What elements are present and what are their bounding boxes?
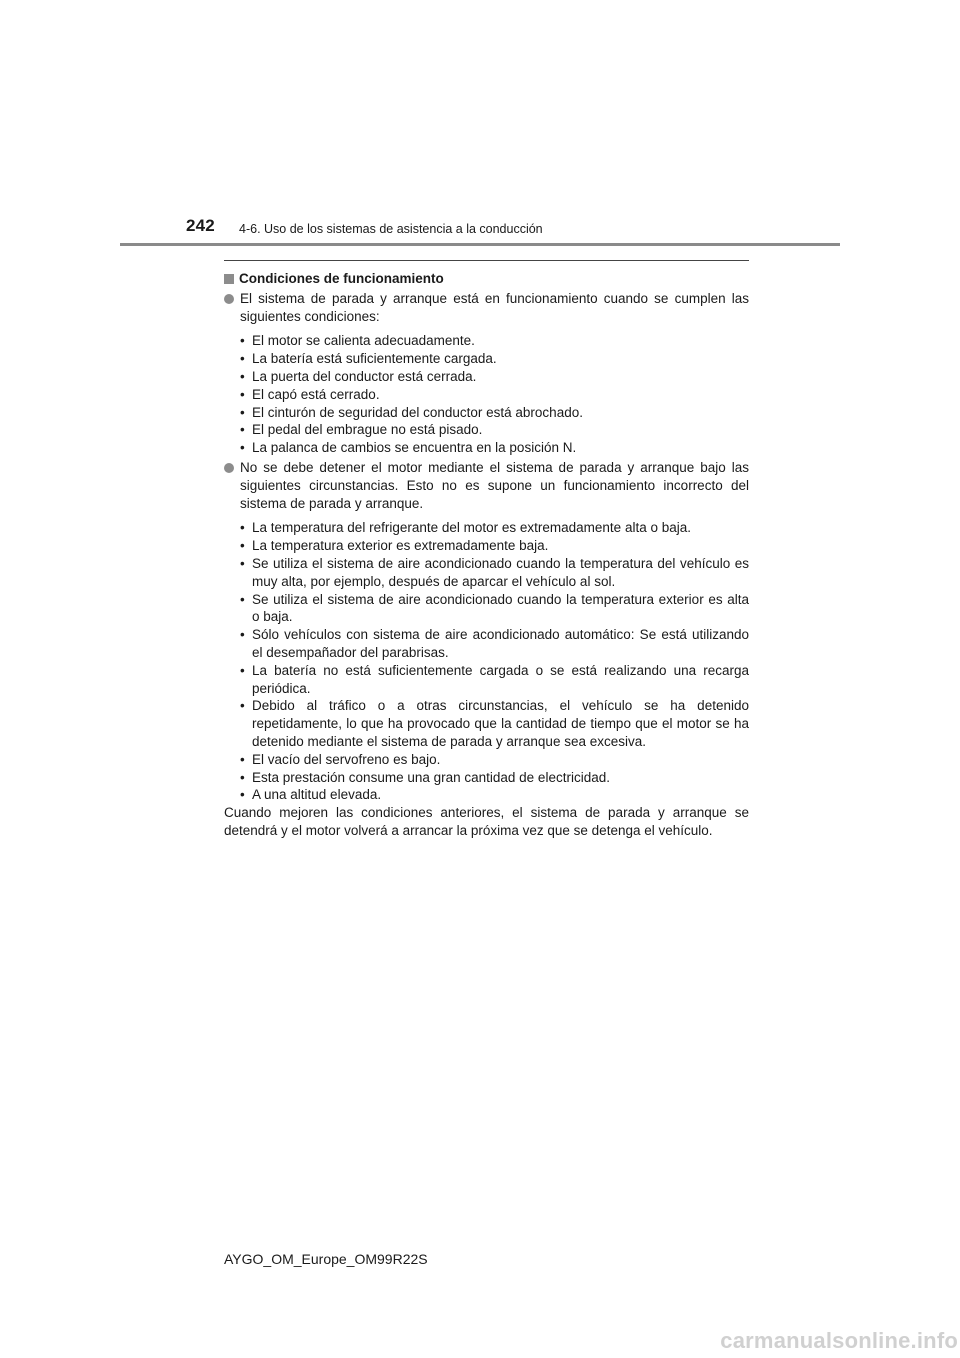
list-item [240,350,749,368]
list-item-text: Esta prestación consume una gran cantidad de electricidad. [252,769,610,785]
bullet-dot-icon: • [240,769,245,785]
bullet-dot-icon: • [240,698,245,714]
list-item-text: A una altitud elevada. [252,787,382,803]
square-bullet-icon [224,274,234,284]
list-item-text: Sólo vehículos con sistema de aire acondicionado automático: Se está utilizando el desempañador del parabrisas. [252,627,749,660]
list-item-text: El vacío del servofreno es bajo. [252,751,441,767]
list-item [240,591,749,627]
list-item [240,368,749,386]
list-item [240,555,749,591]
circle-bullet-icon [224,294,234,304]
list-item [240,404,749,422]
list-item [240,386,749,404]
list-item-text: La puerta del conductor está cerrada. [252,368,477,384]
list-item [240,697,749,750]
list-item [240,537,749,555]
paragraph-text: El sistema de parada y arranque está en funcionamiento cuando se cumplen las siguientes condiciones: [240,290,749,324]
list-item-text: Se utiliza el sistema de aire acondicionado cuando la temperatura del vehículo es muy alta, por ejemplo, después de aparcar el vehículo al sol. [252,555,749,589]
bullet-dot-icon: • [240,333,245,349]
paragraph-text: No se debe detener el motor mediante el sistema de parada y arranque bajo las siguientes circunstancias. Esto no es supone un funcionamiento incorrecto del sistema de parada y arranque. [240,459,749,511]
bullet-dot-icon: • [240,591,245,607]
list-item [240,519,749,537]
bullet-dot-icon: • [240,555,245,571]
list-item-text: Se utiliza el sistema de aire acondicionado cuando la temperatura exterior es alta o baja. [252,591,749,625]
list-item-text: La palanca de cambios se encuentra en la posición N. [252,440,577,456]
list-item [240,439,749,457]
bullet-dot-icon: • [240,538,245,554]
section-title: 4-6. Uso de los sistemas de asistencia a la conducción [239,222,543,236]
section-heading [224,270,749,288]
bullet-dot-icon: • [240,440,245,456]
bullet-dot-icon: • [240,386,245,402]
list-item-text: La temperatura exterior es extremadamente baja. [252,538,549,554]
bullet-dot-icon: • [240,520,245,536]
circumstances-paragraph [224,459,749,512]
watermark: carmanualsonline.info [720,1328,958,1353]
bullet-dot-icon: • [240,751,245,767]
content-rule [224,260,749,261]
list-item-text: El capó está cerrado. [252,386,380,402]
bullet-dot-icon: • [240,404,245,420]
bullet-dot-icon: • [240,787,245,803]
bullet-dot-icon: • [240,627,245,643]
list-item-text: La batería está suficientemente cargada. [252,351,497,367]
list-item [240,662,749,698]
list-item-text: El cinturón de seguridad del conductor está abrochado. [252,404,583,420]
header-rule [120,243,840,246]
list-item [240,786,749,804]
section-heading-text: Condiciones de funcionamiento [239,271,444,286]
bullet-dot-icon: • [240,422,245,438]
conditions-list [224,332,749,457]
content-body [224,270,749,840]
list-item-text: Debido al tráfico o a otras circunstancias, el vehículo se ha detenido repetidamente, lo que ha provocado que la cantidad de tiempo que el motor se ha detenido mediante el sistema de parada y arranque sea excesiva. [252,698,749,749]
circumstances-list [224,519,749,804]
page-number: 242 [186,216,215,235]
list-item [240,751,749,769]
list-item-text: La batería no está suficientemente cargada o se está realizando una recarga periódica. [252,662,749,696]
list-item-text: El motor se calienta adecuadamente. [252,333,475,349]
operating-conditions-paragraph [224,290,749,326]
bullet-dot-icon: • [240,662,245,678]
closing-paragraph: Cuando mejoren las condiciones anteriores, el sistema de parada y arranque se detendrá y el motor volverá a arrancar la próxima vez que se detenga el vehículo. [224,805,749,838]
list-item-text: La temperatura del refrigerante del motor es extremadamente alta o baja. [252,520,691,536]
list-item [240,421,749,439]
bullet-dot-icon: • [240,368,245,384]
bullet-dot-icon: • [240,351,245,367]
list-item [240,626,749,662]
document-code: AYGO_OM_Europe_OM99R22S [224,1251,428,1267]
circle-bullet-icon [224,463,234,473]
list-item [240,769,749,787]
list-item [240,332,749,350]
list-item-text: El pedal del embrague no está pisado. [252,422,483,438]
